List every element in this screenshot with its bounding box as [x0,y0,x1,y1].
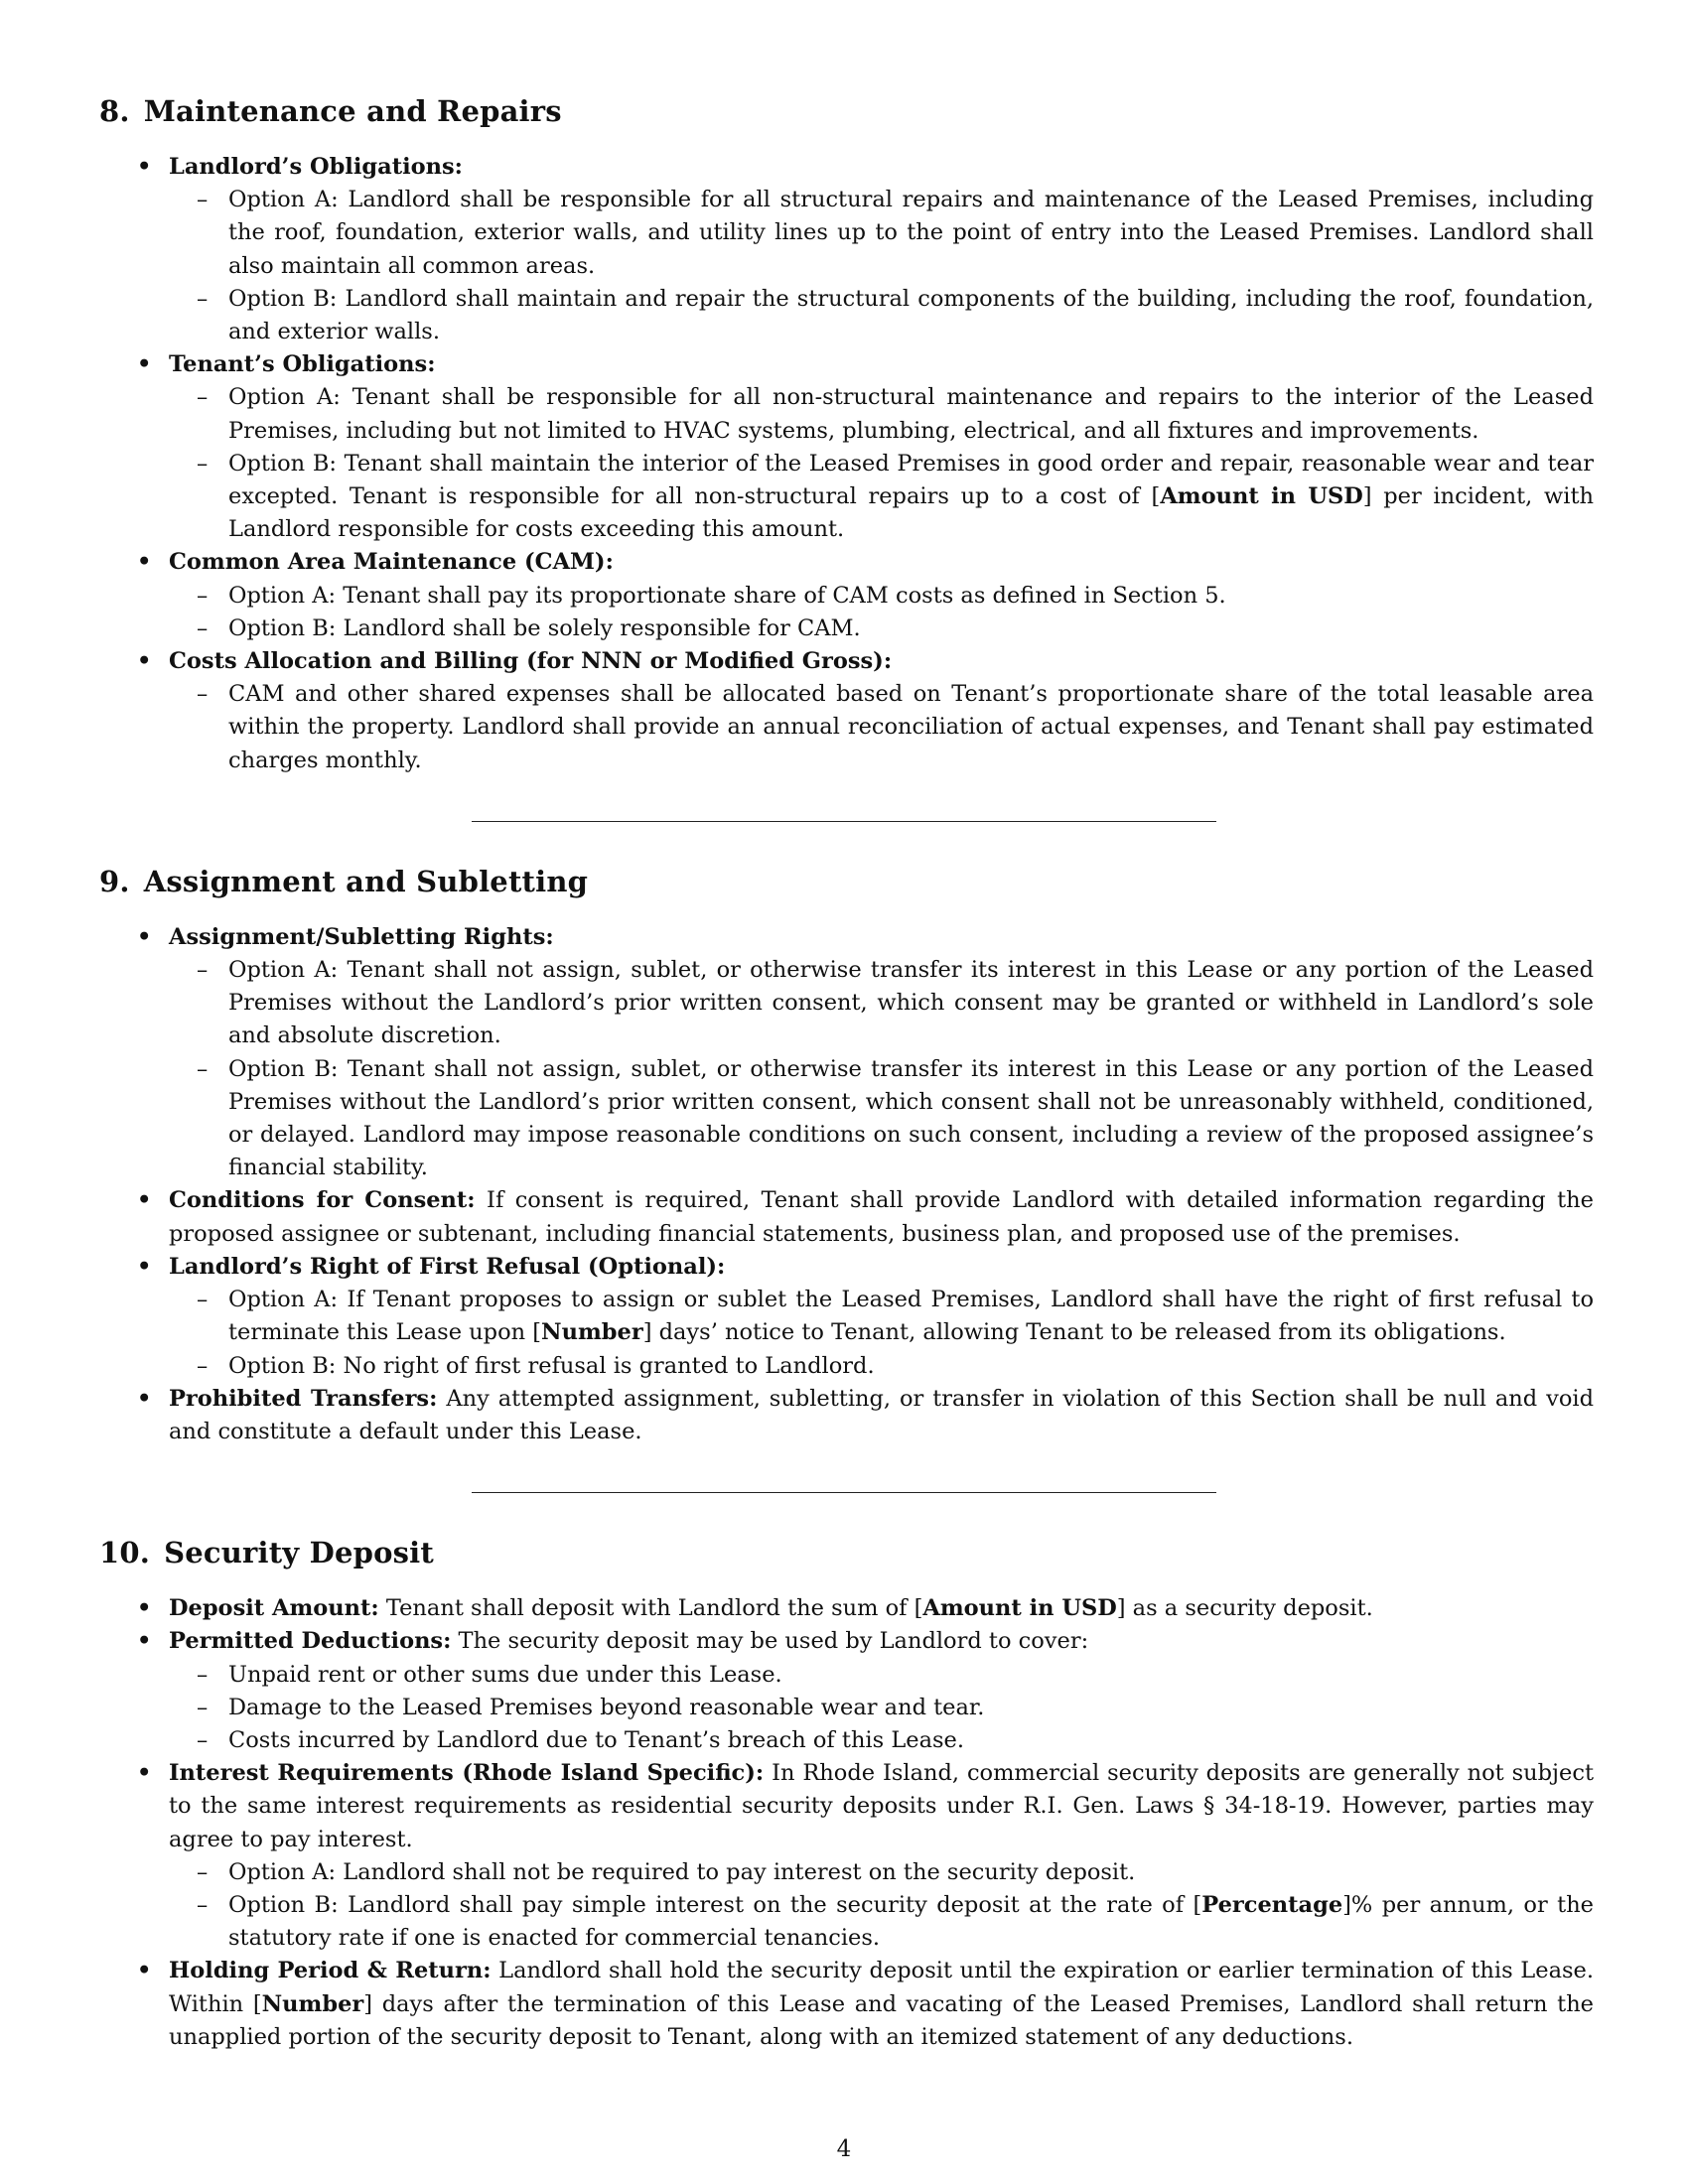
sub-item: – Option B: Landlord shall maintain and repair the structural components of the building, including the roof, foundation, and exterior walls. [169,283,1594,348]
section-heading: 8. Maintenance and Repairs [99,94,562,128]
list-item: • Interest Requirements (Rhode Island Specific): In Rhode Island, commercial security deposits are generally not subject to the same interest requirements as residential security deposits under R.I. Gen. Laws § 34-18-19. However, parties may agree to pay interest. – Option A: Landlord shall not be required to pay interest on the security deposit. – Option B: Landlord shall pay simple interest on the security deposit at the rate of [Percentage]% per annum, or the statutory rate if one is enacted for commercial tenancies. [99,1757,1594,1955]
section-heading: 10. Security Deposit [99,1536,434,1570]
bullet-icon: • [137,648,152,675]
dash-icon: – [197,1055,209,1082]
list-item: • Landlord’s Obligations: – Option A: Landlord shall be responsible for all structural repairs and maintenance of the Leased Premises, including the roof, foundation, exterior walls, and utility lines up to the point of entry into the Leased Premises. Landlord shall also maintain all common areas. – Option B: Landlord shall maintain and repair the structural components of the building, including the roof, foundation, and exterior walls. [99,151,1594,348]
list-item: • Landlord’s Right of First Refusal (Optional): – Option A: If Tenant proposes to assign or sublet the Leased Premises, Landlord shall have the right of first refusal to terminate this Lease upon [Number] days’ notice to Tenant, allowing Tenant to be released from its obligations. – Option B: No right of first refusal is granted to Landlord. [99,1251,1594,1383]
list-item: • Costs Allocation and Billing (for NNN or Modified Gross): – CAM and other shared expenses shall be allocated based on Tenant’s proportionate share of the total leasable area within the property. Landlord shall provide an annual reconciliation of actual expenses, and Tenant shall pay estimated charges monthly. [99,645,1594,777]
dash-icon: – [197,582,209,609]
bullet-icon: • [137,1760,152,1787]
sub-item: – Option A: Tenant shall not assign, sublet, or otherwise transfer its interest in this Lease or any portion of the Leased Premises without the Landlord’s prior written consent, which consent may be granted or withheld in Landlord’s sole and absolute discretion. [169,954,1594,1053]
list-item: • Permitted Deductions: The security deposit may be used by Landlord to cover: – Unpaid rent or other sums due under this Lease. – Damage to the Leased Premises beyond reasonable wear and tear. – Costs incurred by Landlord due to Tenant’s breach of this Lease. [99,1625,1594,1757]
sub-item: – Damage to the Leased Premises beyond reasonable wear and tear. [169,1692,1594,1724]
section-divider [472,1492,1216,1493]
sub-item: – Option B: Tenant shall not assign, sublet, or otherwise transfer its interest in this Lease or any portion of the Leased Premises without the Landlord’s prior written consent, which consent shall not be unreasonably withheld, conditioned, or delayed. Landlord may impose reasonable conditions on such consent, including a review of the proposed assignee’s financial stability. [169,1053,1594,1185]
sub-item: – Option B: Landlord shall pay simple interest on the security deposit at the rate of [Percentage]% per annum, or the statutory rate if one is enacted for commercial tenancies. [169,1889,1594,1955]
sub-list [169,1659,1594,1758]
sub-item: – Unpaid rent or other sums due under this Lease. [169,1659,1594,1692]
section-divider [472,821,1216,822]
list-item: • Common Area Maintenance (CAM): – Option A: Tenant shall pay its proportionate share of CAM costs as defined in Section 5. – Option B: Landlord shall be solely responsible for CAM. [99,546,1594,645]
section-heading: 9. Assignment and Subletting [99,864,589,898]
bullet-icon: • [137,351,152,378]
bullet-icon: • [137,1628,152,1655]
sub-list [169,184,1594,348]
section-10 [99,1533,1594,2054]
bullet-icon: • [137,1595,152,1622]
dash-icon: – [197,614,209,641]
list-item: • Prohibited Transfers: Any attempted assignment, subletting, or transfer in violation of this Section shall be null and void and constitute a default under this Lease. [99,1383,1594,1448]
dash-icon: – [197,1352,209,1379]
sub-item: – Option A: Landlord shall not be required to pay interest on the security deposit. [169,1856,1594,1889]
bullet-list [99,151,1594,777]
sub-item: – Option A: If Tenant proposes to assign or sublet the Leased Premises, Landlord shall have the right of first refusal to terminate this Lease upon [Number] days’ notice to Tenant, allowing Tenant to be released from its obligations. [169,1284,1594,1349]
sub-item: – Option A: Tenant shall be responsible for all non-structural maintenance and repairs to the interior of the Leased Premises, including but not limited to HVAC systems, plumbing, electrical, and all fixtures and improvements. [169,381,1594,447]
placeholder-amount: Amount in USD [1160,483,1363,510]
bullet-list [99,1592,1594,2054]
dash-icon: – [197,450,209,477]
bullet-icon: • [137,1385,152,1412]
dash-icon: – [197,1858,209,1885]
section-8 [99,91,1594,777]
sub-item: – CAM and other shared expenses shall be allocated based on Tenant’s proportionate share of the total leasable area within the property. Landlord shall provide an annual reconciliation of actual expenses, and Tenant shall pay estimated charges monthly. [169,678,1594,777]
list-item: • Holding Period & Return: Landlord shall hold the security deposit until the expiration or earlier termination of this Lease. Within [Number] days after the termination of this Lease and vacating of the Leased Premises, Landlord shall return the unapplied portion of the security deposit to Tenant, along with an itemized statement of any deductions. [99,1955,1594,2054]
section-9 [99,862,1594,1448]
sub-list [169,580,1594,645]
bullet-icon: • [137,1253,152,1280]
sub-list [169,381,1594,546]
list-item: • Assignment/Subletting Rights: – Option A: Tenant shall not assign, sublet, or otherwise transfer its interest in this Lease or any portion of the Leased Premises without the Landlord’s prior written consent, which consent may be granted or withheld in Landlord’s sole and absolute discretion. – Option B: Tenant shall not assign, sublet, or otherwise transfer its interest in this Lease or any portion of the Leased Premises without the Landlord’s prior written consent, which consent shall not be unreasonably withheld, conditioned, or delayed. Landlord may impose reasonable conditions on such consent, including a review of the proposed assignee’s financial stability. [99,921,1594,1185]
sub-list [169,1284,1594,1383]
list-item: • Tenant’s Obligations: – Option A: Tenant shall be responsible for all non-structural maintenance and repairs to the interior of the Leased Premises, including but not limited to HVAC systems, plumbing, electrical, and all fixtures and improvements. – Option B: Tenant shall maintain the interior of the Leased Premises in good order and repair, reasonable wear and tear excepted. Tenant is responsible for all non-structural repairs up to a cost of [Amount in USD] per incident, with Landlord responsible for costs exceeding this amount. [99,348,1594,546]
bullet-icon: • [137,923,152,950]
dash-icon: – [197,681,209,708]
placeholder-percentage: Percentage [1201,1891,1343,1918]
sub-item: – Costs incurred by Landlord due to Tenant’s breach of this Lease. [169,1724,1594,1757]
dash-icon: – [197,1726,209,1753]
bullet-icon: • [137,154,152,180]
placeholder-number: Number [261,1990,364,2017]
sub-item: – Option A: Landlord shall be responsible for all structural repairs and maintenance of the Leased Premises, including the roof, foundation, exterior walls, and utility lines up to the point of entry into the Leased Premises. Landlord shall also maintain all common areas. [169,184,1594,283]
sub-list [169,954,1594,1184]
dash-icon: – [197,187,209,213]
placeholder-number: Number [541,1319,643,1346]
dash-icon: – [197,1287,209,1313]
bullet-list [99,921,1594,1448]
sub-list [169,678,1594,777]
dash-icon: – [197,1694,209,1720]
dash-icon: – [197,1661,209,1688]
sub-item: – Option B: Landlord shall be solely responsible for CAM. [169,613,1594,645]
bullet-icon: • [137,1187,152,1214]
sub-item: – Option A: Tenant shall pay its proportionate share of CAM costs as defined in Section 5. [169,580,1594,613]
sub-item: – Option B: No right of first refusal is granted to Landlord. [169,1350,1594,1383]
list-item: • Conditions for Consent: If consent is required, Tenant shall provide Landlord with detailed information regarding the proposed assignee or subtenant, including financial statements, business plan, and proposed use of the premises. [99,1184,1594,1250]
dash-icon: – [197,384,209,411]
dash-icon: – [197,1891,209,1918]
sub-item: – Option B: Tenant shall maintain the interior of the Leased Premises in good order and repair, reasonable wear and tear excepted. Tenant is responsible for all non-structural repairs up to a cost of [Amount in USD] per incident, with Landlord responsible for costs exceeding this amount. [169,448,1594,547]
bullet-icon: • [137,549,152,576]
sub-list [169,1856,1594,1956]
bullet-icon: • [137,1958,152,1984]
document-page [99,91,1594,2054]
dash-icon: – [197,285,209,312]
list-item: • Deposit Amount: Tenant shall deposit with Landlord the sum of [Amount in USD] as a security deposit. [99,1592,1594,1625]
page-number: 4 [836,2136,852,2162]
placeholder-amount: Amount in USD [922,1595,1117,1622]
dash-icon: – [197,957,209,984]
